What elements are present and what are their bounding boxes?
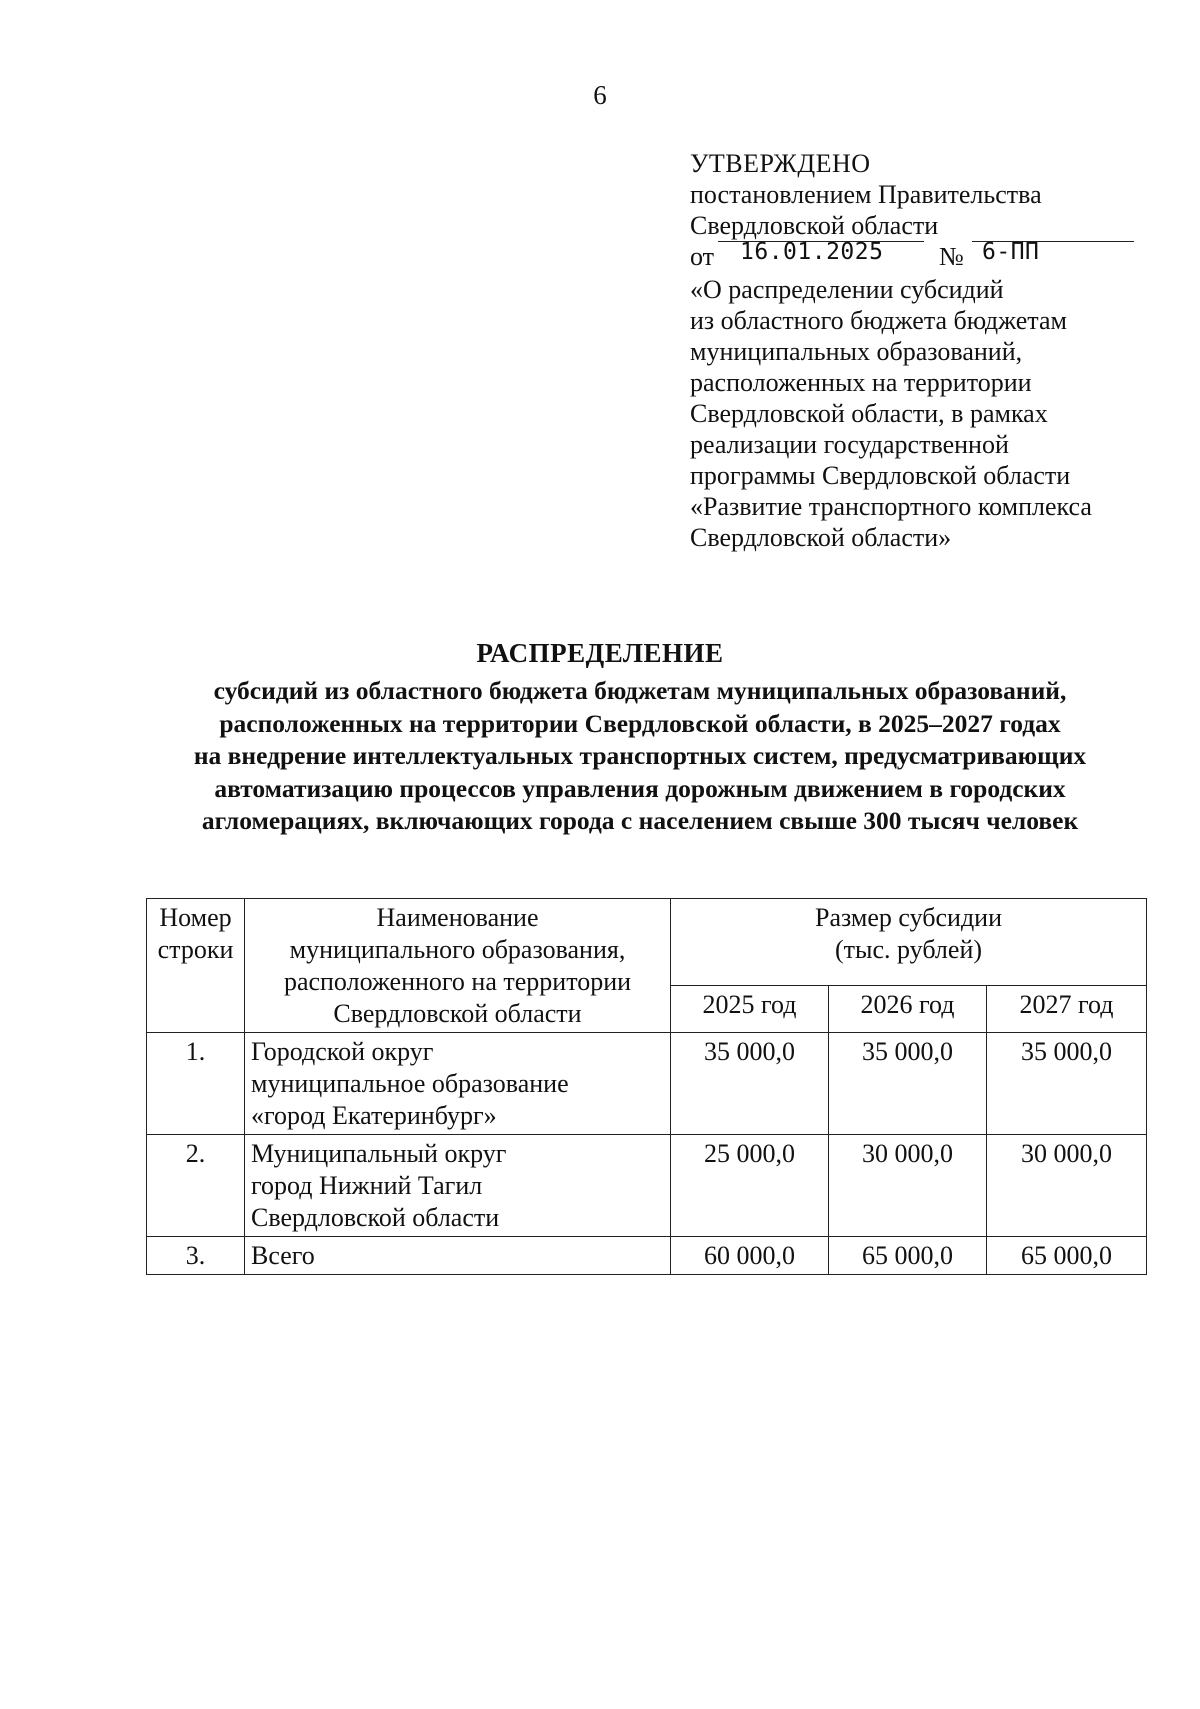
approval-title-line: из областного бюджета бюджетам xyxy=(690,306,1067,335)
table-row xyxy=(147,1135,1147,1237)
approval-title-line: муниципальных образований, xyxy=(690,337,1023,366)
header-text: Свердловской области xyxy=(333,999,582,1028)
document-title: РАСПРЕДЕЛЕНИЕ xyxy=(476,638,724,668)
approval-heading: УТВЕРЖДЕНО xyxy=(690,149,871,178)
header-text: Размер субсидии xyxy=(815,903,1003,932)
row-name-line: город Нижний Тагил xyxy=(251,1171,483,1200)
subtitle-line: субсидий из областного бюджета бюджетам муниципальных образований, xyxy=(213,676,1067,705)
row-number: 2. xyxy=(147,1135,245,1237)
page-number: 6 xyxy=(593,80,607,110)
subtitle-line: расположенных на территории Свердловской области, в 2025–2027 годах xyxy=(219,708,1061,738)
row-name-line: муниципальное образование xyxy=(251,1069,569,1098)
row-value-2027: 30 000,0 xyxy=(987,1135,1147,1237)
row-name-line: «город Екатеринбург» xyxy=(251,1101,497,1130)
approval-title-line: реализации государственной xyxy=(690,430,1009,459)
header-text: Наименование xyxy=(376,903,539,932)
approval-title-line: расположенных на территории xyxy=(690,368,1032,397)
row-name-line: Всего xyxy=(251,1241,315,1270)
row-municipality xyxy=(245,1033,671,1135)
row-value-2025: 35 000,0 xyxy=(671,1033,829,1135)
number-prefix: № xyxy=(939,242,964,271)
date-value: 16.01.2025 xyxy=(740,239,884,265)
table-header-row xyxy=(147,899,1147,986)
row-value-2026: 30 000,0 xyxy=(829,1135,987,1237)
number-value: 6-ПП xyxy=(982,239,1040,265)
row-value-2026: 65 000,0 xyxy=(829,1237,987,1275)
header-subsidy-amount xyxy=(671,899,1147,986)
date-prefix: от xyxy=(690,242,715,271)
row-value-2027: 35 000,0 xyxy=(987,1033,1147,1135)
table-row xyxy=(147,1033,1147,1135)
header-municipality-name xyxy=(245,899,671,1033)
approval-title-line: Свердловской области, в рамках xyxy=(690,399,1048,428)
row-value-2027: 65 000,0 xyxy=(987,1237,1147,1275)
approval-block xyxy=(690,148,1150,553)
row-name-line: Свердловской области xyxy=(251,1203,500,1232)
approval-line: постановлением Правительства xyxy=(690,180,1042,209)
row-value-2026: 35 000,0 xyxy=(829,1033,987,1135)
approval-line: Свердловской области xyxy=(690,211,939,240)
header-text: муниципального образования, xyxy=(289,935,626,964)
subtitle-line: автоматизацию процессов управления дорожным движением в городских xyxy=(214,773,1066,803)
header-year: 2026 год xyxy=(829,985,987,1032)
document-subtitle xyxy=(130,675,1150,838)
approval-date-row xyxy=(690,241,1150,274)
table-row-total xyxy=(147,1237,1147,1275)
row-municipality xyxy=(245,1135,671,1237)
header-row-number xyxy=(147,899,245,1033)
header-year: 2025 год xyxy=(671,985,829,1032)
subtitle-line: на внедрение интеллектуальных транспортных систем, предусматривающих xyxy=(193,741,1087,770)
row-value-2025: 60 000,0 xyxy=(671,1237,829,1275)
header-text: расположенного на территории xyxy=(283,967,632,996)
header-year: 2027 год xyxy=(987,985,1147,1032)
row-name-line: Муниципальный округ xyxy=(251,1139,507,1168)
subtitle-line: агломерациях, включающих города с населением свыше 300 тысяч человек xyxy=(201,806,1079,835)
row-municipality xyxy=(245,1237,671,1275)
header-text: Номер xyxy=(159,903,232,932)
row-name-line: Городской округ xyxy=(251,1037,434,1066)
subsidy-table xyxy=(146,898,1147,1275)
approval-title-line: программы Свердловской области xyxy=(690,461,1071,490)
approval-title-line: «Развитие транспортного комплекса xyxy=(690,492,1092,521)
approval-title-line: Свердловской области» xyxy=(690,523,952,552)
approval-title-line: «О распределении субсидий xyxy=(690,275,1004,304)
row-number: 1. xyxy=(147,1033,245,1135)
row-number: 3. xyxy=(147,1237,245,1275)
row-value-2025: 25 000,0 xyxy=(671,1135,829,1237)
header-text: строки xyxy=(157,935,234,964)
header-text: (тыс. рублей) xyxy=(835,935,983,964)
